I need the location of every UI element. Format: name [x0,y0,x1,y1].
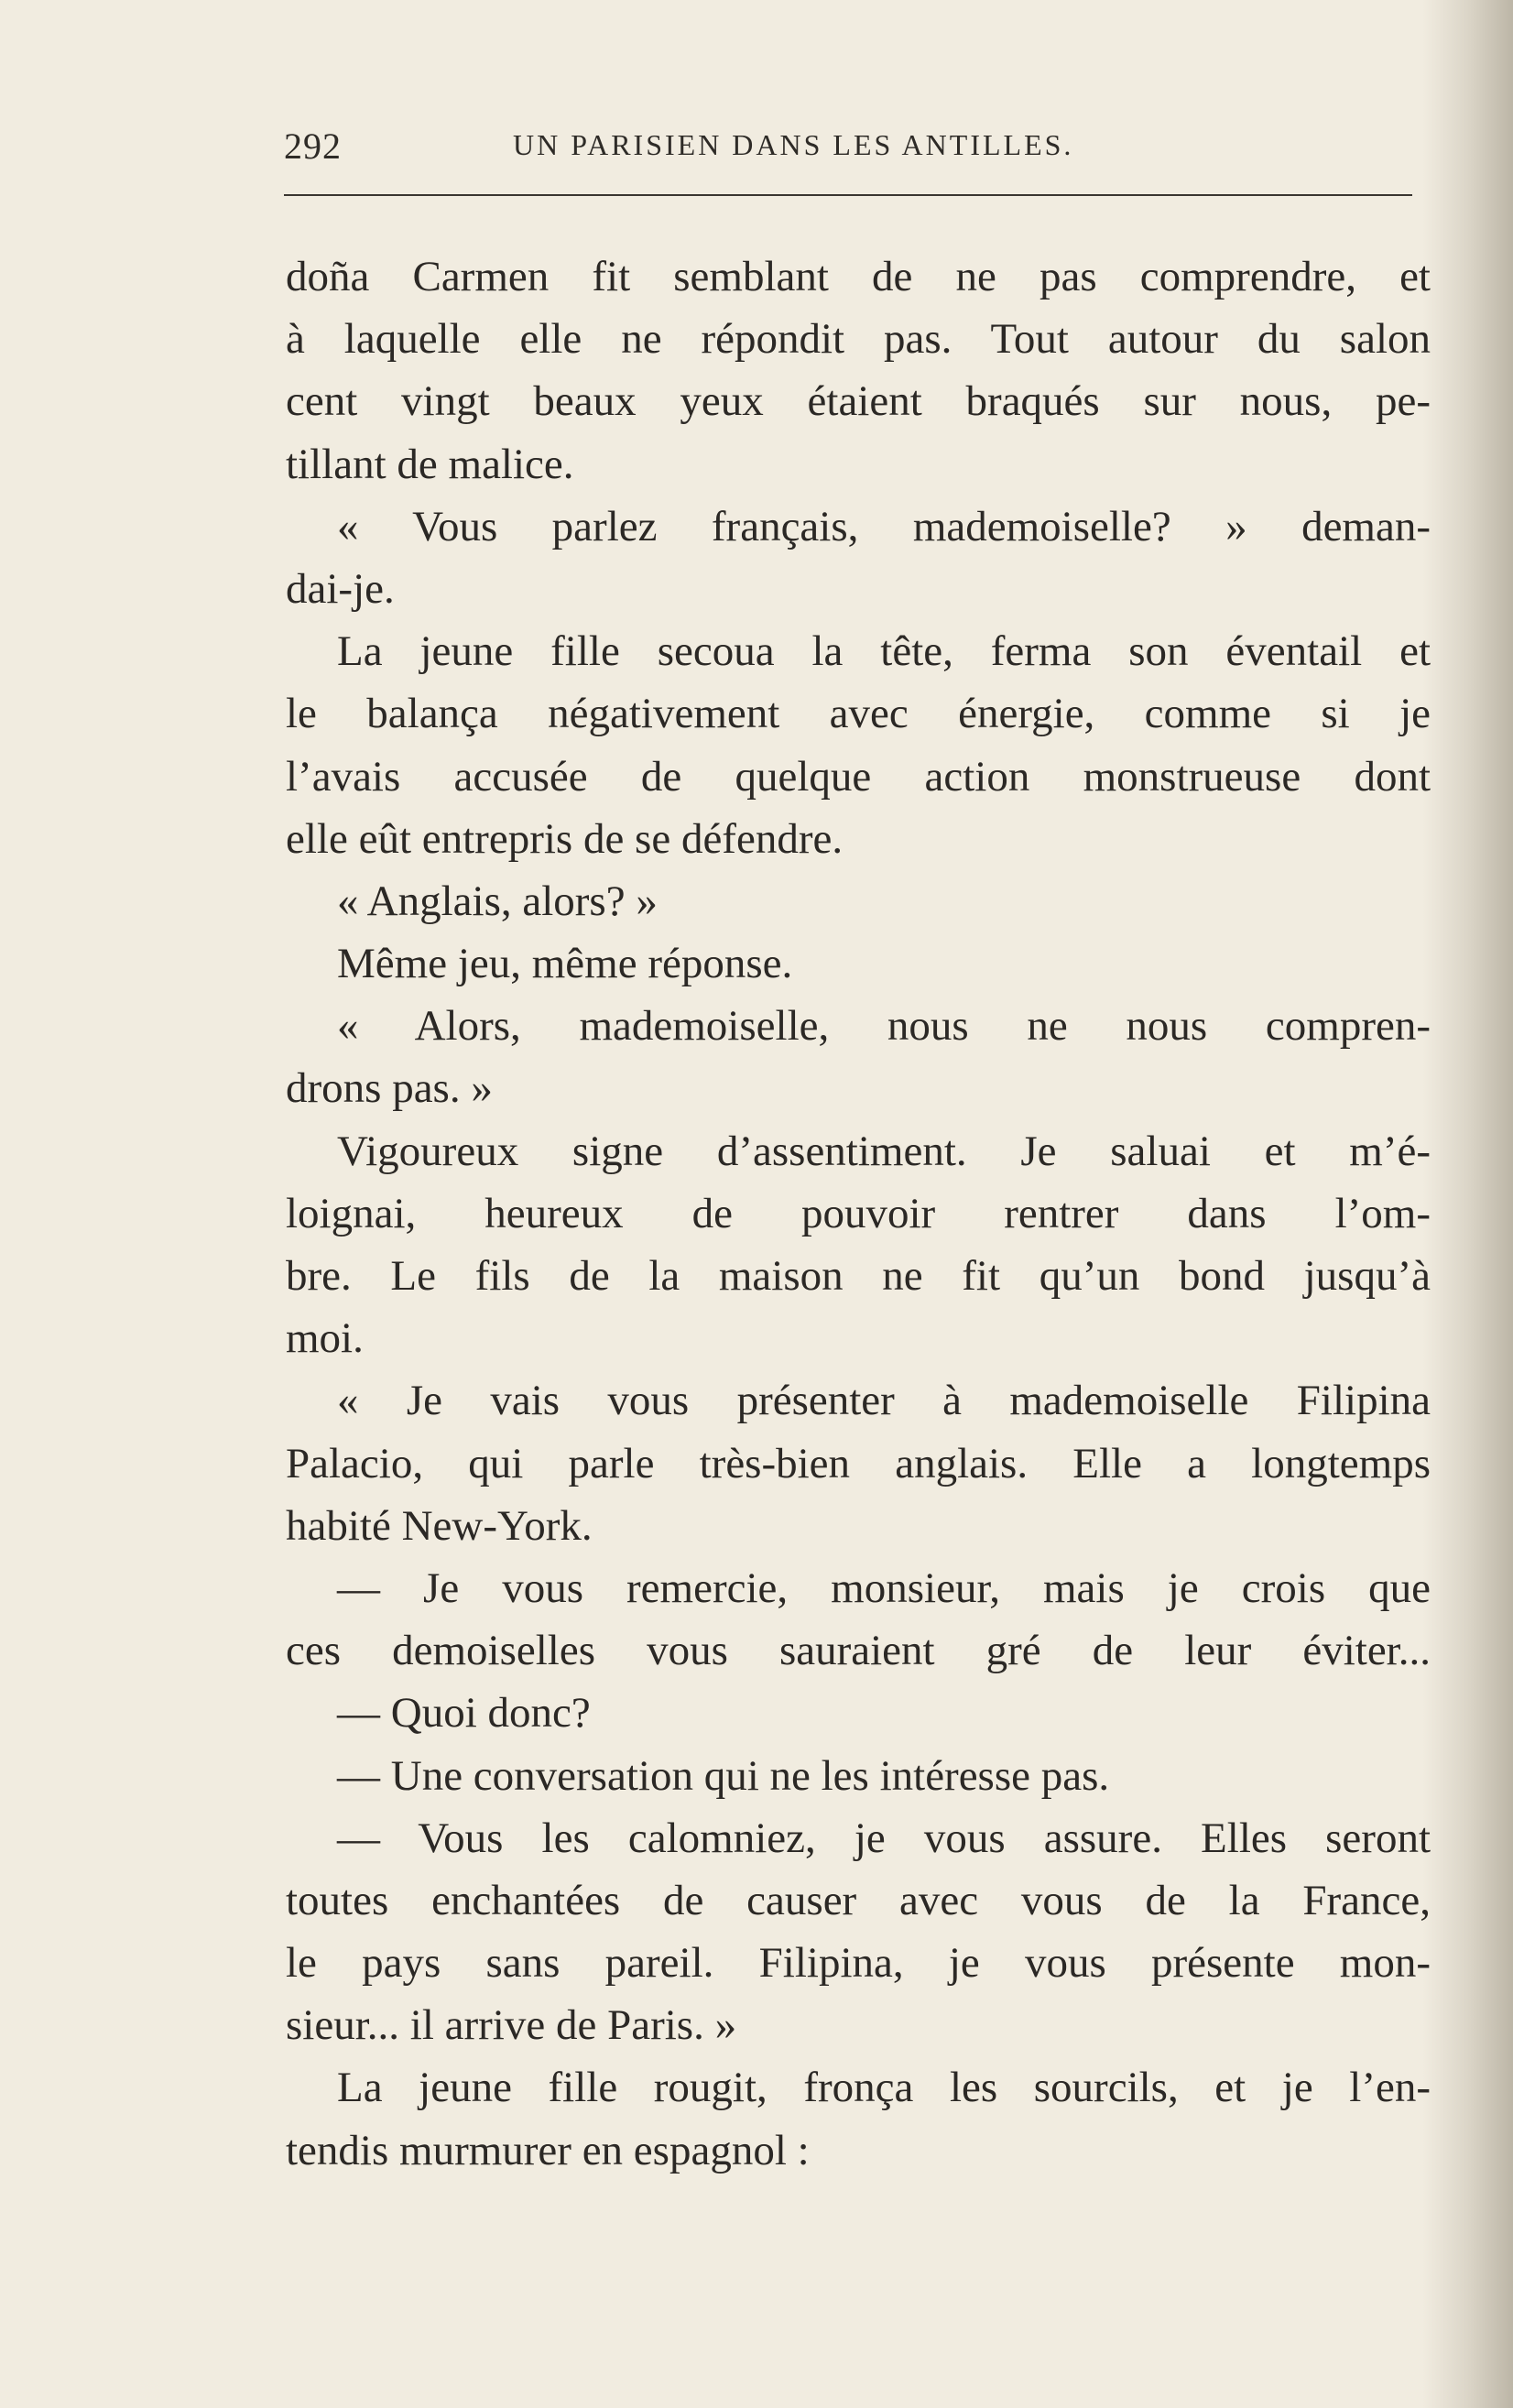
text-line: le balança négativement avec énergie, comme si je [286,690,1431,738]
text-line: doña Carmen fit semblant de ne pas comprendre, et [286,253,1431,300]
text-line: le pays sans pareil. Filipina, je vous présente mon- [286,1939,1431,1988]
text-line: Palacio, qui parle très-bien anglais. Elle a longtemps [286,1439,1431,1487]
text-line: tillant de malice. [286,440,574,488]
text-line: — Vous les calomniez, je vous assure. Elles seront [337,1814,1431,1862]
text-line: cent vingt beaux yeux étaient braqués sur nous, pe- [286,377,1431,426]
page-header [284,125,1412,169]
header-rule [284,194,1412,196]
text-line: — Je vous remercie, monsieur, mais je crois que [337,1564,1431,1612]
body-text [286,245,1431,2182]
text-line: drons pas. » [286,1064,493,1113]
text-line: ces demoiselles vous sauraient gré de leur éviter... [286,1627,1431,1675]
text-line: moi. [286,1314,364,1363]
text-line: « Vous parlez français, mademoiselle? » deman- [337,502,1431,550]
text-line: dai-je. [286,564,395,613]
text-line: loignai, heureux de pouvoir rentrer dans l’om- [286,1189,1431,1237]
text-line: elle eût entrepris de se défendre. [286,814,844,863]
text-line: « Anglais, alors? » [337,877,658,925]
text-line: « Alors, mademoiselle, nous ne nous compren- [337,1002,1431,1051]
page-number: 292 [284,125,342,167]
text-line: toutes enchantées de causer avec vous de la France, [286,1876,1431,1924]
text-line: La jeune fille rougit, fronça les sourcils, et je l’en- [337,2064,1431,2112]
text-line: à laquelle elle ne répondit pas. Tout autour du salon [286,315,1431,364]
text-line: l’avais accusée de quelque action monstrueuse dont [286,752,1431,801]
text-line: « Je vais vous présenter à mademoiselle Filipina [337,1377,1431,1425]
text-line: — Une conversation qui ne les intéresse pas. [337,1751,1110,1800]
running-title: UN PARISIEN DANS LES ANTILLES. [513,128,1074,161]
text-line: tendis murmurer en espagnol : [286,2126,810,2174]
text-line: sieur... il arrive de Paris. » [286,2001,737,2050]
text-line: habité New-York. [286,1501,593,1550]
text-line: La jeune fille secoua la tête, ferma son éventail et [337,627,1431,676]
text-line: bre. Le fils de la maison ne fit qu’un bond jusqu’à [286,1252,1431,1300]
text-line: Même jeu, même réponse. [337,940,793,988]
text-line: — Quoi donc? [337,1689,591,1738]
text-line: Vigoureux signe d’assentiment. Je saluai et m’é- [337,1127,1431,1175]
